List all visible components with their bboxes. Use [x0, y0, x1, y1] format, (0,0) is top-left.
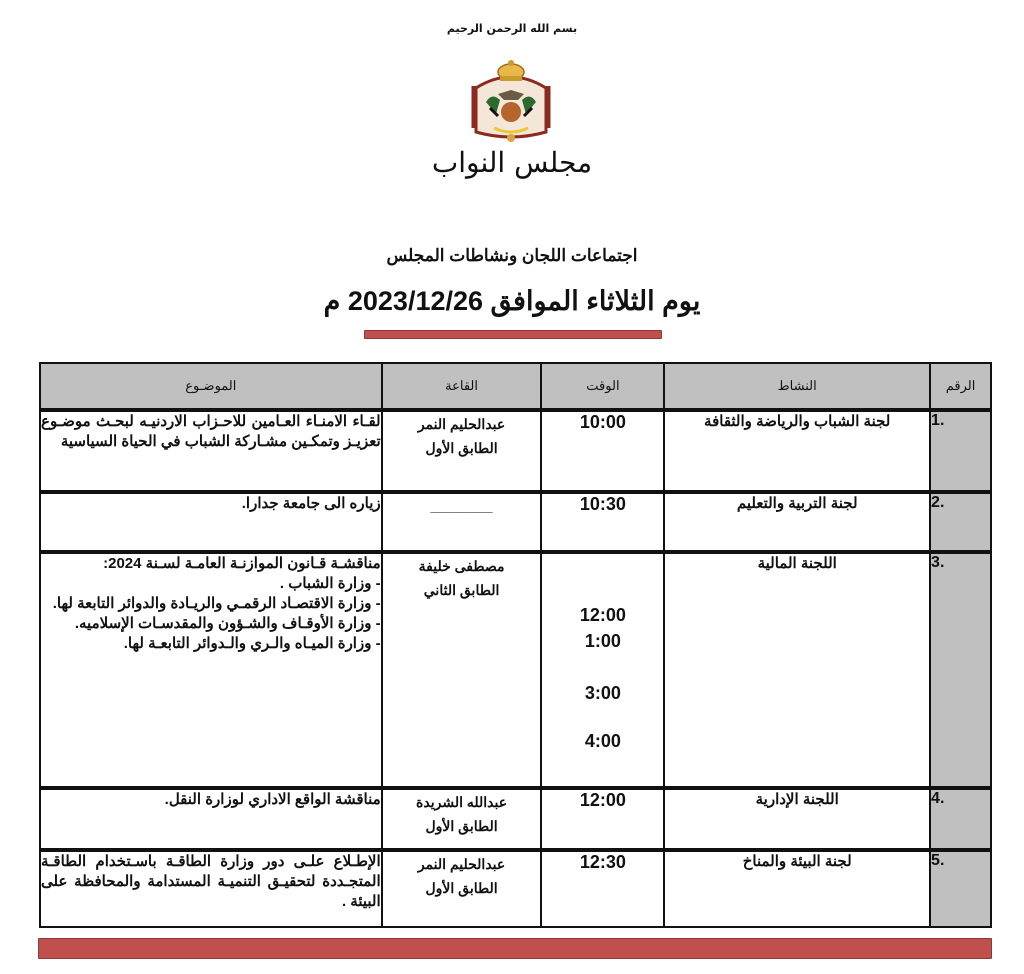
header-hall: القاعة: [382, 363, 542, 410]
hall-floor: الطابق الأول: [425, 880, 498, 896]
council-name: مجلس النواب: [431, 146, 593, 179]
time-slot: 1:00: [584, 631, 621, 651]
header-activity: النشاط: [664, 363, 930, 410]
header-time: الوقت: [541, 363, 664, 410]
header-number: الرقم: [930, 363, 991, 410]
topic-cell: الإطـلاع علـى دور وزارة الطاقـة باسـتخدام الطاقـة المتجـددة لتحقيـق التنميـة المستدامة والمحافظة على البيئة .: [40, 850, 382, 927]
hall-floor: الطابق الثاني: [423, 582, 500, 598]
hall-name: ________: [430, 498, 493, 514]
topic-heading: مناقشـة قـانون الموازنـة العامـة لسـنة 2024:: [103, 555, 381, 572]
time-slot: 12:00: [579, 605, 626, 625]
time-slot: 3:00: [584, 683, 621, 703]
hall-name: عبدالحليم النمر: [417, 856, 506, 872]
hall-name: مصطفى خليفة: [418, 558, 505, 574]
hall-cell: [382, 410, 542, 492]
hall-cell: [382, 492, 542, 552]
time-slot: 4:00: [584, 731, 621, 751]
time-cell: 12:00: [541, 788, 664, 850]
topic-cell: [40, 552, 382, 788]
page-title: اجتماعات اللجان ونشاطات المجلس: [386, 246, 638, 265]
table-row: [40, 552, 991, 788]
row-number: 5.: [930, 850, 991, 927]
basmala: بسم الله الرحمن الرحيم: [446, 22, 578, 35]
date-line: يوم الثلاثاء الموافق 2023/12/26 م: [323, 286, 701, 316]
table-row: [40, 410, 991, 492]
row-number: 1.: [930, 410, 991, 492]
time-cell: 10:00: [541, 410, 664, 492]
row-number: 2.: [930, 492, 991, 552]
hall-cell: [382, 788, 542, 850]
table-header-row: [40, 363, 991, 410]
time-cell: 10:30: [541, 492, 664, 552]
date-underline-divider: [364, 330, 662, 339]
topic-item: - وزارة الأوقـاف والشـؤون والمقدسـات الإسلاميه.: [74, 615, 381, 632]
activity-cell: لجنة البيئة والمناخ: [664, 850, 930, 927]
activity-cell: لجنة التربية والتعليم: [664, 492, 930, 552]
topic-cell: زياره الى جامعة جدارا.: [40, 492, 382, 552]
table-row: [40, 788, 991, 850]
row-number: 3.: [930, 552, 991, 788]
hall-floor: الطابق الأول: [425, 440, 498, 456]
footer-bar-divider: [38, 938, 992, 959]
hall-cell: [382, 552, 542, 788]
topic-item: - وزارة الميـاه والـري والـدوائر التابعـة لها.: [123, 635, 381, 652]
topic-cell: لقـاء الامنـاء العـامين للاحـزاب الاردنيـه لبحـث موضـوع تعزيـز وتمكـين مشـاركة الشباب في الحياة السياسية: [40, 410, 382, 492]
activity-cell: اللجنة الإدارية: [664, 788, 930, 850]
hall-floor: الطابق الأول: [425, 818, 498, 834]
jordan-coat-of-arms-icon: [468, 58, 554, 148]
time-cell: 12:30: [541, 850, 664, 927]
header-topic: الموضـوع: [40, 363, 382, 410]
hall-name: عبدالله الشريدة: [416, 794, 508, 810]
table-row: [40, 850, 991, 927]
row-number: 4.: [930, 788, 991, 850]
schedule-table: [39, 362, 992, 928]
time-cell: [541, 552, 664, 788]
table-row: [40, 492, 991, 552]
hall-cell: [382, 850, 542, 927]
topic-item: - وزارة الاقتصـاد الرقمـي والريـادة والدوائر التابعة لها.: [52, 595, 381, 612]
hall-name: عبدالحليم النمر: [417, 416, 506, 432]
activity-cell: لجنة الشباب والرياضة والثقافة: [664, 410, 930, 492]
topic-item: - وزارة الشباب .: [279, 575, 381, 592]
topic-cell: مناقشة الواقع الاداري لوزارة النقل.: [40, 788, 382, 850]
activity-cell: اللجنة المالية: [664, 552, 930, 788]
